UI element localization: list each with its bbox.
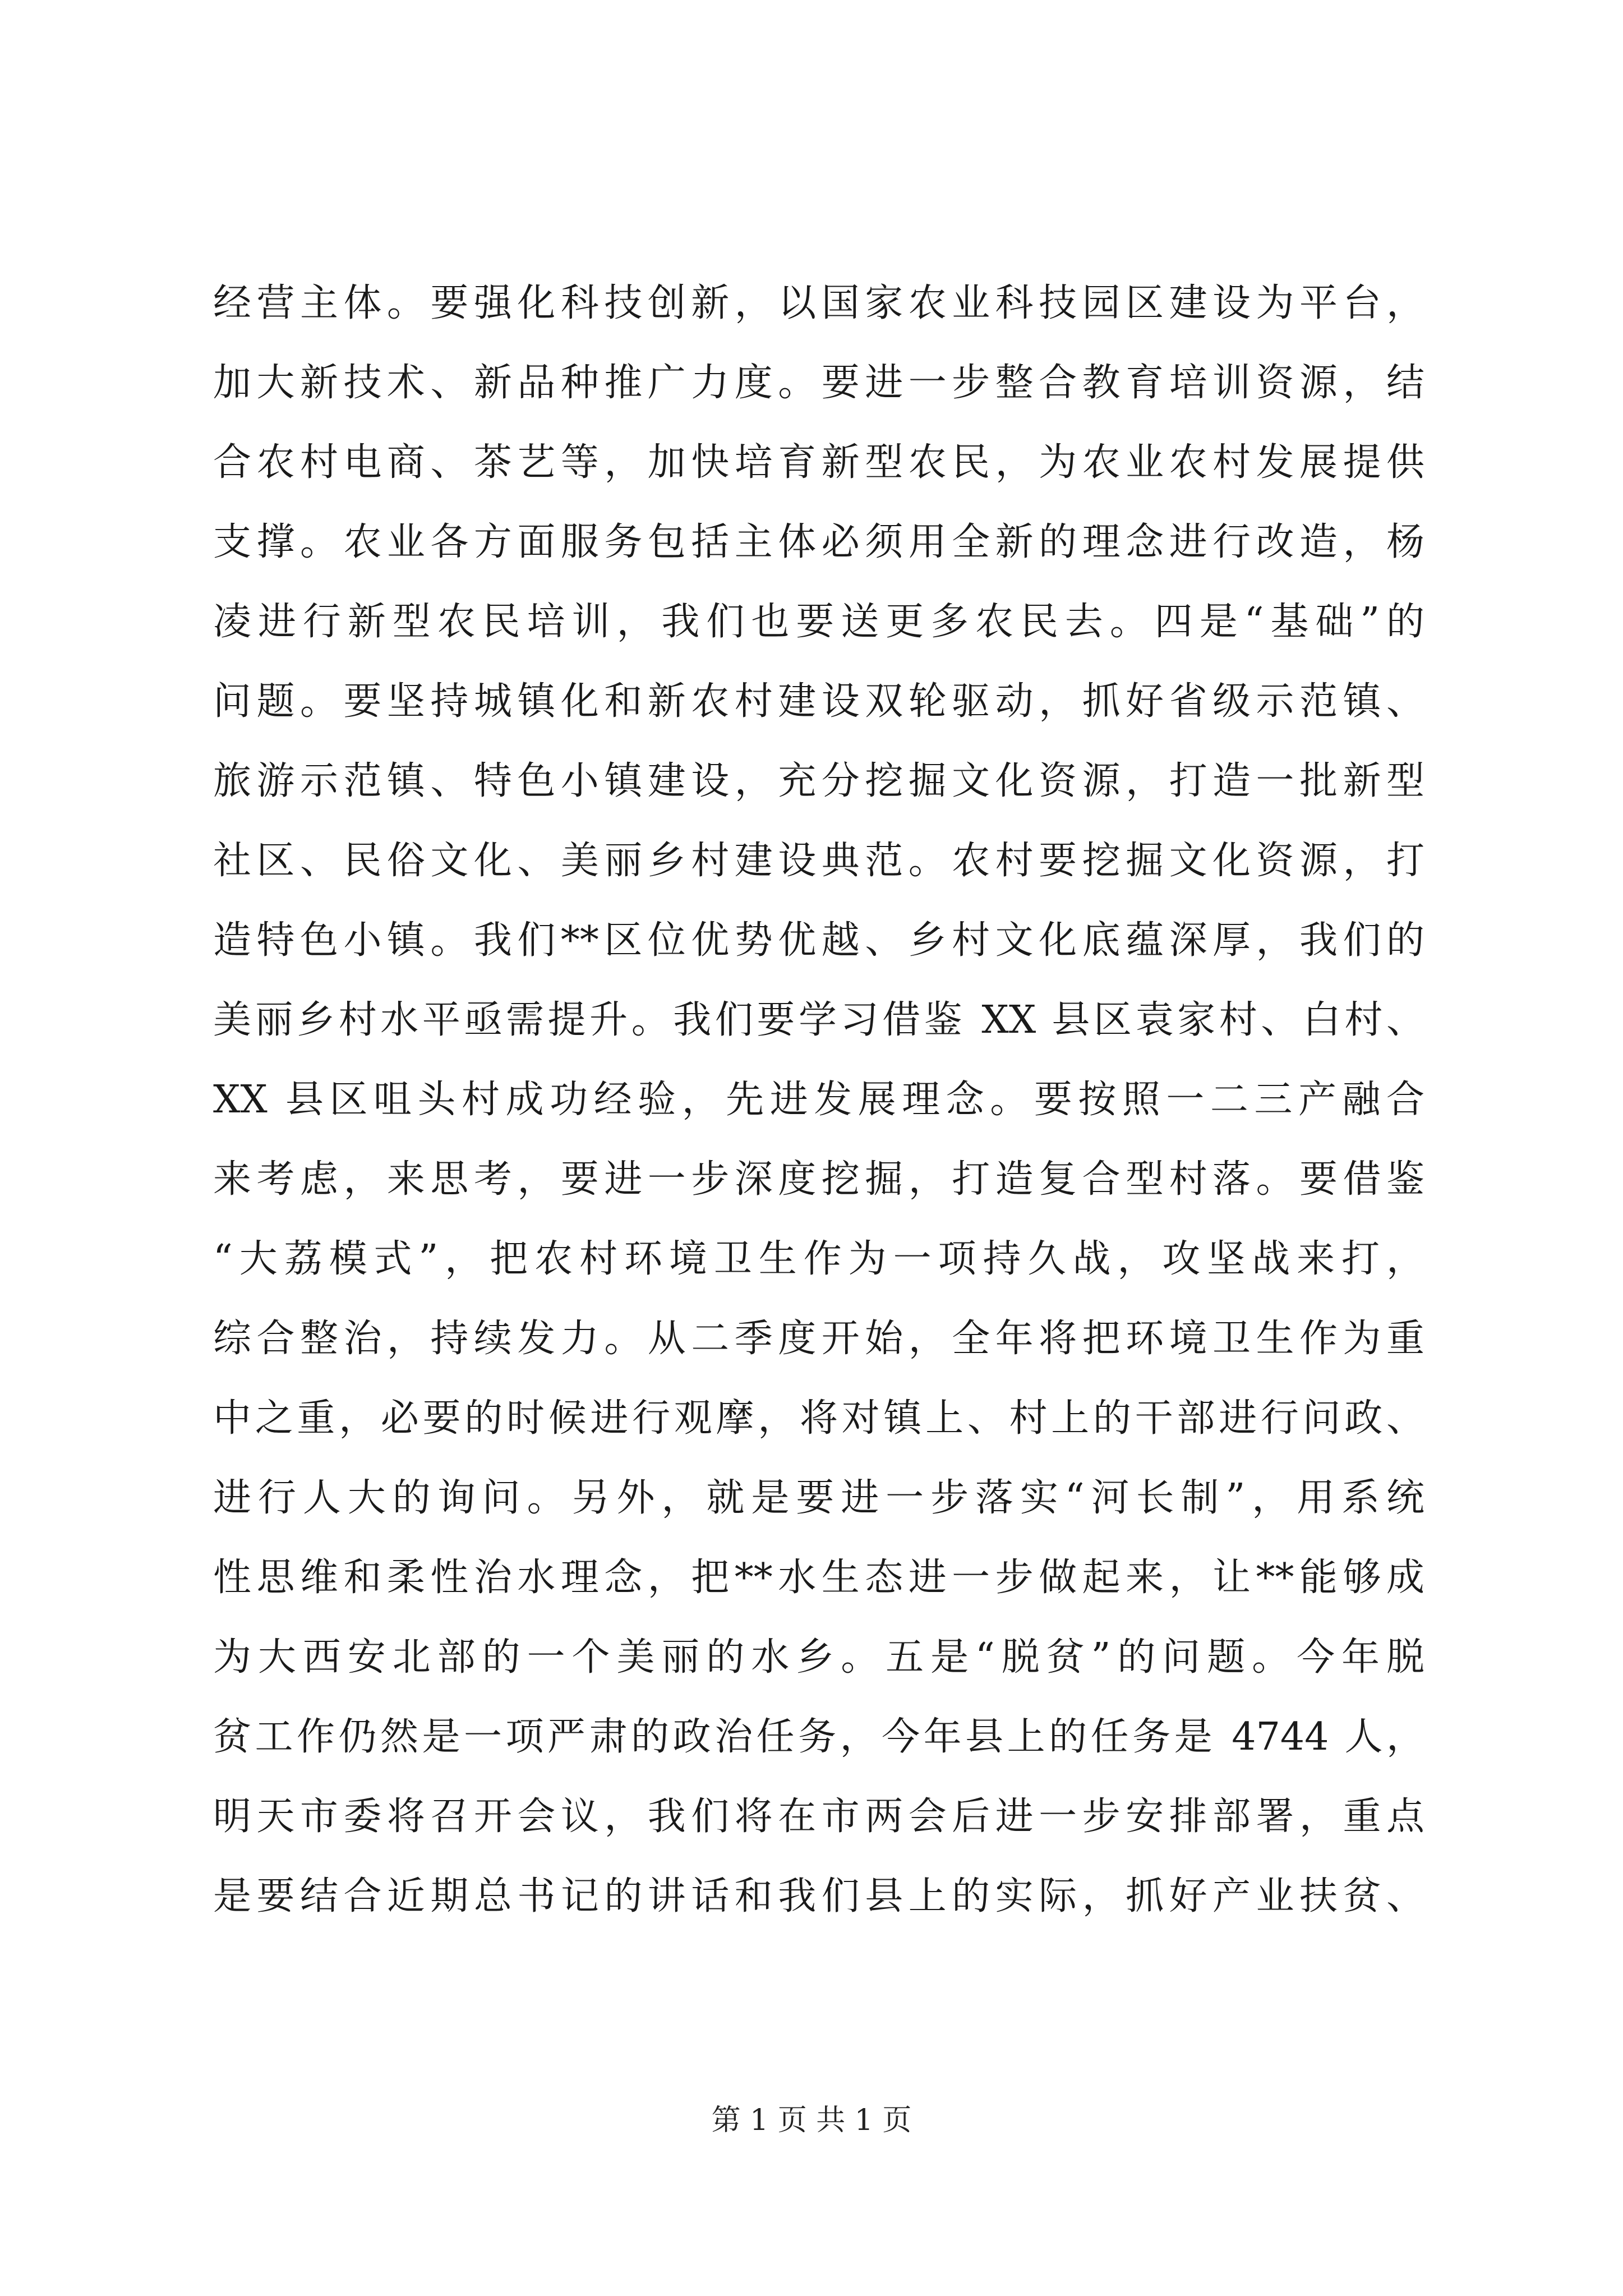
text-line: 性思维和柔性治水理念，把**水生态进一步做起来，让**能够成 (213, 1556, 1424, 1600)
text-line: 贫工作仍然是一项严肃的政治任务，今年县上的任务是 4744 人， (213, 1715, 1424, 1759)
text-line: 凌进行新型农民培训，我们也要送更多农民去。四是“基础”的 (213, 600, 1424, 644)
text-line: 加大新技术、新品种推广力度。要进一步整合教育培训资源，结 (213, 361, 1424, 405)
text-line: 明天市委将召开会议，我们将在市两会后进一步安排部署，重点 (213, 1795, 1424, 1839)
text-line: 综合整治，持续发力。从二季度开始，全年将把环境卫生作为重 (213, 1317, 1424, 1361)
text-line: 社区、民俗文化、美丽乡村建设典范。农村要挖掘文化资源，打 (213, 839, 1424, 883)
text-line: 旅游示范镇、特色小镇建设，充分挖掘文化资源，打造一批新型 (213, 759, 1424, 803)
text-line: 合农村电商、茶艺等，加快培育新型农民，为农业农村发展提供 (213, 440, 1424, 485)
text-line: 支撑。农业各方面服务包括主体必须用全新的理念进行改造，杨 (213, 520, 1424, 564)
text-line: 造特色小镇。我们**区位优势优越、乡村文化底蕴深厚，我们的 (213, 918, 1424, 963)
text-line: 中之重，必要的时候进行观摩，将对镇上、村上的干部进行问政、 (213, 1396, 1424, 1441)
text-line: XX 县区咀头村成功经验，先进发展理念。要按照一二三产融合 (213, 1078, 1424, 1122)
page-footer: 第 1 页 共 1 页 (711, 2104, 912, 2137)
text-line: 是要结合近期总书记的讲话和我们县上的实际，抓好产业扶贫、 (213, 1874, 1424, 1918)
text-line: 进行人大的询问。另外，就是要进一步落实“河长制”，用系统 (213, 1476, 1424, 1520)
text-line: “大荔模式”，把农村环境卫生作为一项持久战，攻坚战来打， (213, 1237, 1424, 1281)
body-text (213, 264, 1424, 1936)
text-line: 来考虑，来思考，要进一步深度挖掘，打造复合型村落。要借鉴 (213, 1157, 1424, 1202)
text-line: 美丽乡村水平亟需提升。我们要学习借鉴 XX 县区袁家村、白村、 (213, 998, 1424, 1042)
text-line: 问题。要坚持城镇化和新农村建设双轮驱动，抓好省级示范镇、 (213, 679, 1424, 724)
text-line: 为大西安北部的一个美丽的水乡。五是“脱贫”的问题。今年脱 (213, 1635, 1424, 1680)
text-line: 经营主体。要强化科技创新，以国家农业科技园区建设为平台， (213, 281, 1424, 325)
